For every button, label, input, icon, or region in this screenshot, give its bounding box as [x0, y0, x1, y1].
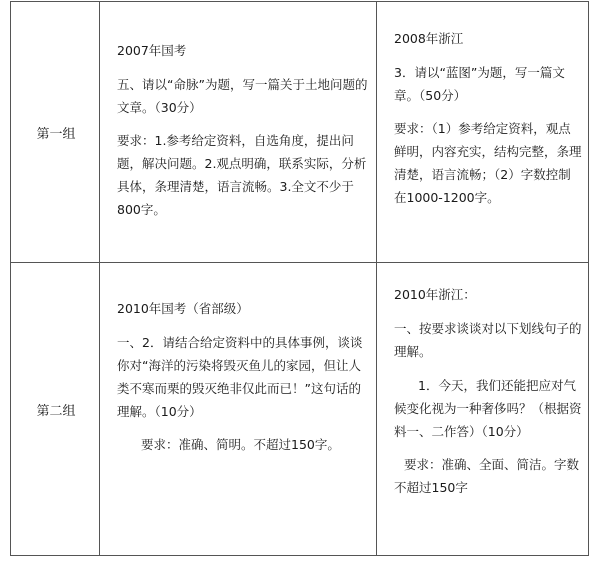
exam-question-cell	[100, 2, 377, 263]
exam-question: 1．今天，我们还能把应对气候变化视为一种奢侈吗？（根据资料一、二作答）（10分）	[394, 378, 582, 439]
exam-heading: 2010年国考（省部级）	[117, 301, 249, 316]
exam-question-cell	[100, 263, 377, 555]
exam-question-cell	[377, 2, 588, 263]
exam-heading: 2008年浙江	[394, 31, 464, 46]
exam-question: 一、2．请结合给定资料中的具体事例，谈谈你对“海洋的污染将毁灭鱼儿的家园，但让人类不寒而栗的毁灭绝非仅此而已！”这句话的理解。（10分）	[117, 335, 363, 419]
exam-question-cell	[377, 263, 588, 555]
exam-intro: 一、按要求谈谈对以下划线句子的理解。	[394, 321, 582, 359]
group-label-cell	[11, 263, 100, 555]
exam-comparison-table	[10, 1, 589, 556]
exam-question: 3．请以“蓝图”为题，写一篇文章。（50分）	[394, 65, 565, 103]
exam-requirements: 要求：（1）参考给定资料，观点鲜明，内容充实，结构完整，条理清楚，语言流畅；（2）字数控制在1000-1200字。	[394, 121, 582, 205]
exam-heading: 2007年国考	[117, 43, 187, 58]
exam-question: 五、请以“命脉”为题，写一篇关于土地问题的文章。（30分）	[117, 77, 368, 115]
group-label: 第二组	[36, 403, 76, 419]
group-label: 第一组	[36, 126, 76, 142]
exam-requirements: 要求：准确、全面、简洁。字数不超过150字	[394, 457, 580, 495]
exam-requirements: 要求：准确、简明。不超过150字。	[141, 437, 340, 452]
group-label-cell	[11, 2, 100, 263]
exam-heading: 2010年浙江：	[394, 287, 476, 302]
exam-requirements: 要求：1.参考给定资料，自选角度，提出问题，解决问题。2.观点明确，联系实际，分析具体，条理清楚，语言流畅。3.全文不少于800字。	[117, 133, 367, 217]
